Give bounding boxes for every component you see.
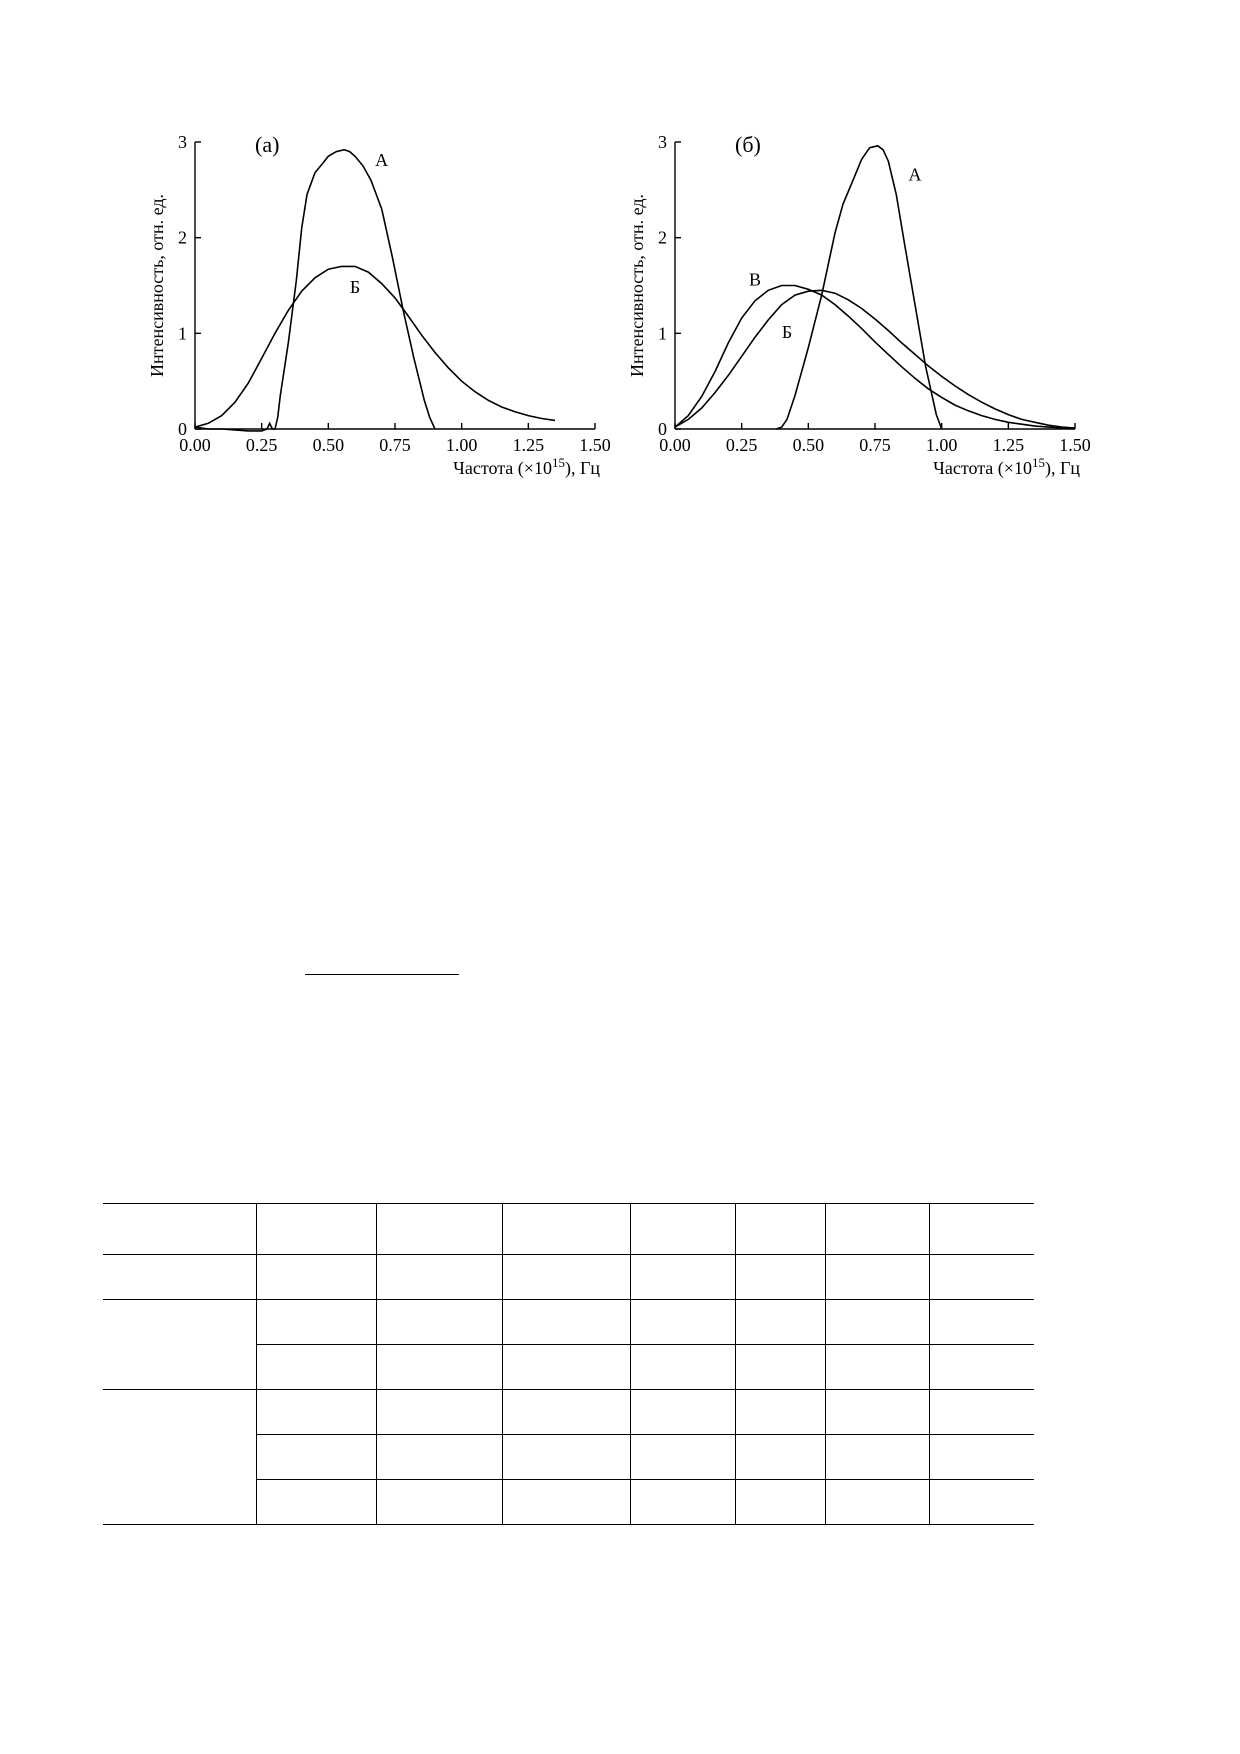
table-cell: [376, 1345, 502, 1390]
table-cell: [376, 1390, 502, 1435]
table-cell: [103, 1204, 256, 1255]
series-line-В: [675, 286, 1075, 429]
table-cell: [735, 1345, 825, 1390]
series-label: В: [748, 269, 762, 290]
table-cell: [376, 1300, 502, 1345]
series-label: А: [908, 164, 922, 185]
x-tick-label: 1.25: [512, 435, 545, 455]
table-cell: [256, 1300, 376, 1345]
x-tick-label: 0.25: [725, 435, 758, 455]
x-tick-label: 0.75: [859, 435, 891, 455]
table-cell: [630, 1255, 735, 1300]
table-cell: [929, 1345, 1034, 1390]
table-cell: [735, 1390, 825, 1435]
series-label: А: [375, 149, 389, 170]
table-cell: [825, 1435, 929, 1480]
series-label: Б: [781, 322, 793, 343]
x-axis-label-text: Частота (×10: [453, 458, 552, 478]
table-cell: [376, 1435, 502, 1480]
table-header-row: [103, 1204, 1136, 1255]
y-tick-label: 0: [658, 419, 667, 439]
table-cell: [256, 1255, 376, 1300]
x-axis-label-unit: ), Гц: [1044, 458, 1080, 478]
table-cell: [630, 1345, 735, 1390]
table-cell: [735, 1435, 825, 1480]
table-cell: [103, 1255, 256, 1300]
table-cell: [929, 1255, 1034, 1300]
x-tick-label: 1.50: [1059, 435, 1091, 455]
table-cell: [735, 1480, 825, 1525]
chart-b-svg: [620, 120, 1100, 510]
table-cell: [502, 1204, 630, 1255]
table-row: [103, 1255, 1136, 1300]
series-line-А: [195, 150, 435, 431]
table-cell: [103, 1390, 256, 1435]
table-cell: [630, 1390, 735, 1435]
x-tick-label: 0.25: [245, 435, 278, 455]
empty-table: [103, 1203, 1136, 1525]
y-tick-label: 2: [658, 227, 667, 248]
table-cell: [502, 1300, 630, 1345]
table-cell: [735, 1255, 825, 1300]
series-label: Б: [349, 277, 361, 298]
table-cell: [825, 1255, 929, 1300]
x-axis-label-text: Частота (×10: [933, 458, 1032, 478]
table-cell: [256, 1204, 376, 1255]
table-cell: [103, 1300, 256, 1345]
series-line-Б: [195, 266, 555, 427]
table-row: [103, 1345, 1136, 1390]
table-cell: [630, 1300, 735, 1345]
panel-label: (б): [735, 132, 761, 157]
series-line-Б: [675, 290, 1075, 428]
table-cell: [376, 1255, 502, 1300]
table-cell: [376, 1204, 502, 1255]
x-tick-label: 0.50: [312, 435, 345, 455]
x-axis-label: [933, 455, 1080, 479]
table-cell: [735, 1204, 825, 1255]
y-axis-label: Интенсивность, отн. ед.: [147, 193, 167, 378]
chart-panel-a: [140, 120, 620, 510]
table-cell: [256, 1390, 376, 1435]
y-tick-label: 3: [178, 132, 187, 152]
y-tick-label: 1: [178, 323, 187, 344]
table-cell: [825, 1300, 929, 1345]
table-cell: [929, 1204, 1034, 1255]
x-tick-label: 0.75: [379, 435, 411, 455]
table-cell: [256, 1435, 376, 1480]
x-tick-label: 0.50: [792, 435, 825, 455]
table-cell: [502, 1390, 630, 1435]
table-cell: [825, 1390, 929, 1435]
table-cell: [929, 1480, 1034, 1525]
table-cell: [103, 1345, 256, 1390]
table-cell: [502, 1345, 630, 1390]
table-cell: [502, 1255, 630, 1300]
x-tick-label: 1.25: [992, 435, 1025, 455]
chart-a-svg: [140, 120, 620, 510]
y-tick-label: 1: [658, 323, 667, 344]
table-cell: [256, 1480, 376, 1525]
x-axis-label-exponent: 15: [1031, 455, 1045, 470]
y-tick-label: 2: [178, 227, 187, 248]
table-row: [103, 1480, 1136, 1525]
table-cell: [103, 1480, 256, 1525]
table-row: [103, 1390, 1136, 1435]
y-tick-label: 3: [658, 132, 667, 152]
x-tick-label: 1.50: [579, 435, 611, 455]
table-cell: [630, 1480, 735, 1525]
table-cell: [929, 1435, 1034, 1480]
table-cell: [376, 1480, 502, 1525]
chart-panel-b: [620, 120, 1100, 510]
table-cell: [103, 1435, 256, 1480]
y-tick-label: 0: [178, 419, 187, 439]
table-cell: [929, 1390, 1034, 1435]
table-cell: [630, 1435, 735, 1480]
table-row: [103, 1300, 1136, 1345]
table-cell: [735, 1300, 825, 1345]
table-cell: [825, 1204, 929, 1255]
table-cell: [929, 1300, 1034, 1345]
x-axis-label: [453, 455, 600, 479]
table-cell: [630, 1204, 735, 1255]
footnote-rule: [305, 974, 459, 975]
x-tick-label: 0.00: [659, 435, 691, 455]
x-tick-label: 1.00: [925, 435, 958, 455]
table-cell: [825, 1345, 929, 1390]
table-row: [103, 1435, 1136, 1480]
table-cell: [502, 1435, 630, 1480]
table-cell: [825, 1480, 929, 1525]
x-tick-label: 1.00: [445, 435, 478, 455]
y-axis-label: Интенсивность, отн. ед.: [627, 193, 647, 378]
x-axis-label-exponent: 15: [551, 455, 565, 470]
table-cell: [502, 1480, 630, 1525]
panel-label: (а): [255, 132, 280, 157]
x-tick-label: 0.00: [179, 435, 211, 455]
x-axis-label-unit: ), Гц: [564, 458, 600, 478]
table-cell: [256, 1345, 376, 1390]
